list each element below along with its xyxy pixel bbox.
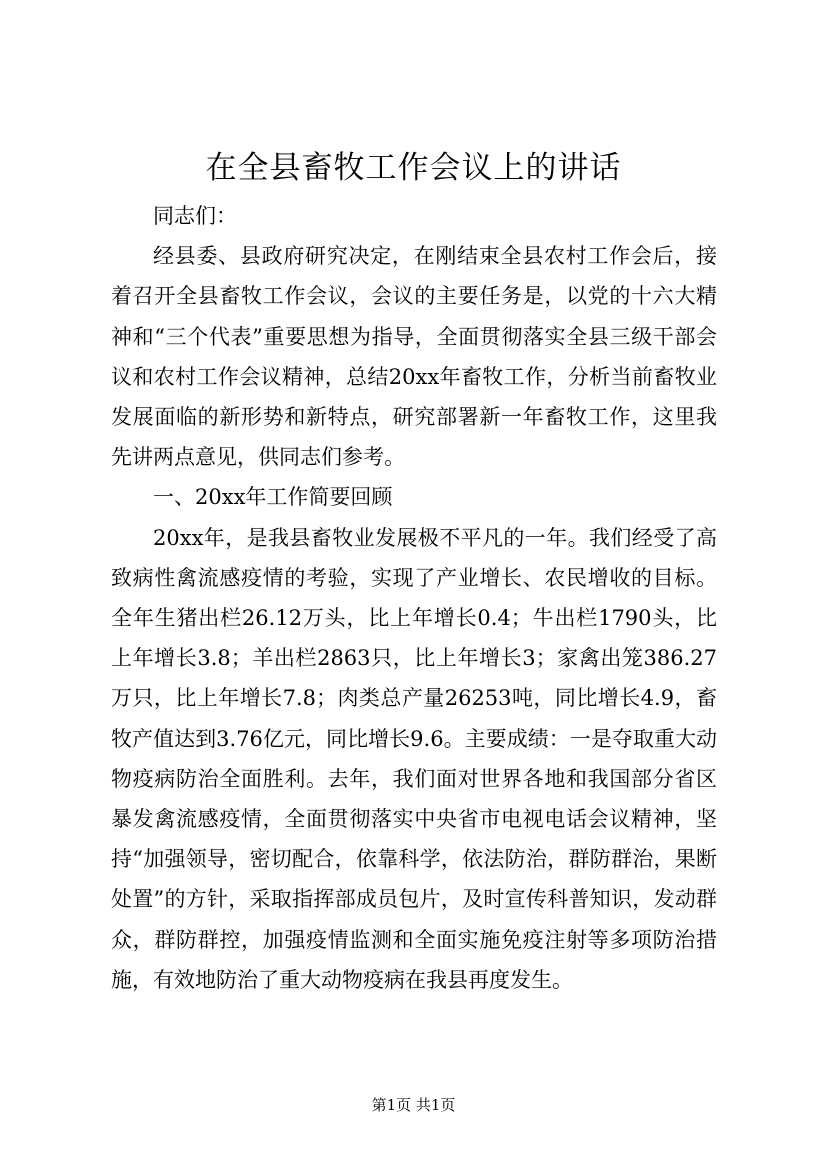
salutation: 同志们： xyxy=(153,204,237,228)
paragraph-intro: 经县委、县政府研究决定，在刚结束全县农村工作会后，接着召开全县畜牧工作会议，会议的主要任务是，以党的十六大精神和“三个代表”重要思想为指导，全面贯彻落实全县三级干部会议和农村工作会议精神，总结20xx年畜牧工作，分析当前畜牧业发展面临的新形势和新特点，研究部署新一年畜牧工作，这里我先讲两点意见，供同志们参考。 xyxy=(111,244,717,470)
paragraph-review: 20xx年，是我县畜牧业发展极不平凡的一年。我们经受了高致病性禽流感疫情的考验，实现了产业增长、农民增收的目标。全年生猪出栏26.12万头，比上年增长0.4；牛出栏1790头，比上年增长3.8；羊出栏2863只，比上年增长3；家禽出笼386.27万只，比上年增长7.8；肉类总产量26253吨，同比增长4.9，畜牧产值达到3.76亿元，同比增长9.6。主要成绩：一是夺取重大动物疫病防治全面胜利。去年，我们面对世界各地和我国部分省区暴发禽流感疫情，全面贯彻落实中央省市电视电话会议精神，坚持“加强领导，密切配合，依靠科学，依法防治，群防群治，果断处置”的方针，采取指挥部成员包片，及时宣传科普知识，发动群众，群防群控，加强疫情监测和全面实施免疫注射等多项防治措施，有效地防治了重大动物疫病在我县再度发生。 xyxy=(111,525,717,992)
document-title: 在全县畜牧工作会议上的讲话 xyxy=(205,150,622,186)
page-footer: 第1页 共1页 xyxy=(371,1096,456,1114)
section-heading: 一、20xx年工作简要回顾 xyxy=(153,485,393,510)
document-body xyxy=(111,196,717,1000)
